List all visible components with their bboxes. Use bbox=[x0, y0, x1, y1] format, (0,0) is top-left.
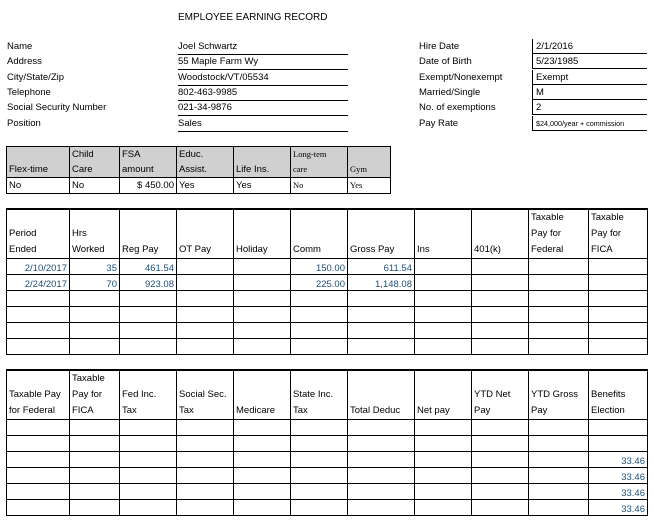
deductions-header-cell: Taxable Pay bbox=[7, 387, 70, 403]
deductions-header-cell bbox=[291, 370, 348, 387]
deductions-cell bbox=[7, 468, 70, 484]
earnings-cell bbox=[291, 323, 348, 339]
table-row bbox=[7, 307, 648, 323]
deductions-cell bbox=[120, 436, 177, 452]
earnings-cell: 150.00 bbox=[291, 259, 348, 275]
deductions-cell bbox=[120, 500, 177, 516]
earnings-cell bbox=[120, 307, 177, 323]
earnings-header-cell bbox=[177, 226, 234, 242]
deductions-cell bbox=[415, 420, 472, 436]
table-row bbox=[7, 500, 648, 516]
deductions-cell bbox=[70, 436, 120, 452]
deductions-cell bbox=[234, 436, 291, 452]
deductions-cell bbox=[415, 484, 472, 500]
earnings-cell bbox=[291, 291, 348, 307]
earnings-cell bbox=[472, 275, 529, 291]
earnings-cell bbox=[177, 307, 234, 323]
benefits-header-cell: amount bbox=[120, 162, 177, 178]
earnings-cell bbox=[348, 323, 415, 339]
benefits-header-cell: Flex-time bbox=[7, 162, 70, 178]
benefits-header-cell: Child bbox=[70, 147, 120, 163]
earnings-cell bbox=[415, 291, 472, 307]
earnings-cell: 923.08 bbox=[120, 275, 177, 291]
earnings-header-cell bbox=[234, 226, 291, 242]
deductions-header-cell bbox=[7, 370, 70, 387]
deductions-cell bbox=[7, 452, 70, 468]
info-label: Position bbox=[7, 118, 41, 129]
deductions-cell: 33.46 bbox=[589, 452, 648, 468]
earnings-cell bbox=[177, 259, 234, 275]
info-value: $24,000/year + commission bbox=[532, 116, 647, 131]
earnings-header-cell: Taxable bbox=[589, 209, 648, 226]
earnings-cell bbox=[529, 259, 589, 275]
deductions-cell bbox=[177, 500, 234, 516]
earnings-cell bbox=[177, 275, 234, 291]
deductions-cell bbox=[7, 500, 70, 516]
earnings-cell: 70 bbox=[70, 275, 120, 291]
benefits-table bbox=[6, 146, 391, 194]
benefits-header-cell bbox=[348, 147, 391, 163]
earnings-cell bbox=[7, 307, 70, 323]
deductions-cell bbox=[529, 452, 589, 468]
deductions-cell bbox=[120, 452, 177, 468]
earnings-header-cell: Holiday bbox=[234, 242, 291, 259]
deductions-header-cell: Taxable bbox=[70, 370, 120, 387]
deductions-header-cell: Tax bbox=[177, 403, 234, 420]
deductions-cell bbox=[348, 484, 415, 500]
info-label: Date of Birth bbox=[419, 56, 472, 67]
earnings-cell bbox=[472, 307, 529, 323]
earnings-cell bbox=[472, 291, 529, 307]
deductions-header-cell: for Federal bbox=[7, 403, 70, 420]
earnings-header-cell bbox=[120, 209, 177, 226]
info-label: Exempt/Nonexempt bbox=[419, 72, 503, 83]
earnings-header-cell: Pay for bbox=[529, 226, 589, 242]
deductions-cell bbox=[177, 452, 234, 468]
deductions-cell bbox=[177, 484, 234, 500]
deductions-header-cell: Tax bbox=[120, 403, 177, 420]
earnings-cell bbox=[472, 323, 529, 339]
earnings-cell: 2/10/2017 bbox=[7, 259, 70, 275]
earnings-cell bbox=[70, 339, 120, 355]
earnings-cell bbox=[7, 339, 70, 355]
deductions-cell bbox=[415, 436, 472, 452]
info-label: Name bbox=[7, 41, 33, 52]
deductions-cell: 33.46 bbox=[589, 468, 648, 484]
earnings-header-cell bbox=[291, 226, 348, 242]
info-label: No. of exemptions bbox=[419, 102, 496, 113]
deductions-cell bbox=[70, 468, 120, 484]
deductions-cell bbox=[177, 436, 234, 452]
earnings-header-cell bbox=[70, 209, 120, 226]
deductions-cell bbox=[7, 436, 70, 452]
earnings-header-cell: Reg Pay bbox=[120, 242, 177, 259]
deductions-header-cell bbox=[234, 387, 291, 403]
benefits-header-cell: Gym bbox=[348, 162, 391, 178]
table-row bbox=[7, 468, 648, 484]
earnings-cell bbox=[291, 307, 348, 323]
deductions-cell bbox=[234, 500, 291, 516]
deductions-header-cell: Fed Inc. bbox=[120, 387, 177, 403]
earnings-cell bbox=[415, 339, 472, 355]
table-row bbox=[7, 484, 648, 500]
benefits-value-cell: No bbox=[7, 178, 70, 194]
deductions-cell bbox=[348, 420, 415, 436]
deductions-cell: 33.46 bbox=[589, 500, 648, 516]
deductions-table bbox=[6, 369, 648, 516]
earnings-header-cell bbox=[7, 209, 70, 226]
benefits-header-cell: Assist. bbox=[177, 162, 234, 178]
deductions-header-cell bbox=[529, 370, 589, 387]
earnings-header-cell: Taxable bbox=[529, 209, 589, 226]
earnings-cell: 461.54 bbox=[120, 259, 177, 275]
earnings-cell bbox=[529, 339, 589, 355]
deductions-cell bbox=[291, 420, 348, 436]
info-value: 2 bbox=[532, 100, 647, 115]
deductions-cell bbox=[529, 500, 589, 516]
info-label: Hire Date bbox=[419, 41, 460, 52]
earnings-header-cell: Hrs bbox=[70, 226, 120, 242]
info-value: 021-34-9876 bbox=[178, 101, 348, 116]
deductions-cell bbox=[234, 452, 291, 468]
deductions-header-cell bbox=[415, 387, 472, 403]
earnings-cell bbox=[120, 323, 177, 339]
deductions-header-cell: FICA bbox=[70, 403, 120, 420]
info-value: Sales bbox=[178, 117, 348, 132]
benefits-value-cell: No bbox=[70, 178, 120, 194]
earnings-cell bbox=[234, 339, 291, 355]
info-label: City/State/Zip bbox=[7, 72, 65, 83]
deductions-cell bbox=[472, 452, 529, 468]
earnings-header-cell bbox=[234, 209, 291, 226]
benefits-header-cell: Care bbox=[70, 162, 120, 178]
earnings-cell bbox=[348, 291, 415, 307]
earnings-header-cell: Federal bbox=[529, 242, 589, 259]
info-value: 802-463-9985 bbox=[178, 86, 348, 101]
deductions-cell bbox=[120, 420, 177, 436]
earnings-cell bbox=[7, 323, 70, 339]
benefits-header-cell: Educ. bbox=[177, 147, 234, 163]
benefits-value-cell: Yes bbox=[177, 178, 234, 194]
earnings-cell bbox=[348, 339, 415, 355]
benefits-value-cell: No bbox=[291, 178, 348, 194]
deductions-header-cell bbox=[348, 387, 415, 403]
earnings-header-cell: Gross Pay bbox=[348, 242, 415, 259]
earnings-cell bbox=[529, 291, 589, 307]
earnings-cell bbox=[177, 323, 234, 339]
earnings-cell bbox=[472, 259, 529, 275]
earnings-header-cell bbox=[348, 209, 415, 226]
earnings-cell bbox=[234, 275, 291, 291]
benefits-value-cell: Yes bbox=[348, 178, 391, 194]
info-label: Social Security Number bbox=[7, 102, 107, 113]
deductions-cell bbox=[291, 436, 348, 452]
deductions-cell bbox=[472, 436, 529, 452]
benefits-header-cell: care bbox=[291, 162, 348, 178]
earnings-cell bbox=[415, 323, 472, 339]
earnings-header-cell: Period bbox=[7, 226, 70, 242]
earnings-header-cell: Ins bbox=[415, 242, 472, 259]
table-row bbox=[7, 452, 648, 468]
earnings-cell bbox=[472, 339, 529, 355]
earnings-cell bbox=[415, 307, 472, 323]
earnings-header-cell bbox=[348, 226, 415, 242]
page-title: EMPLOYEE EARNING RECORD bbox=[178, 12, 328, 23]
earnings-header-cell: 401(k) bbox=[472, 242, 529, 259]
deductions-cell bbox=[529, 468, 589, 484]
earnings-cell bbox=[120, 291, 177, 307]
deductions-cell bbox=[348, 500, 415, 516]
info-value: 2/1/2016 bbox=[532, 39, 647, 54]
earnings-header-cell bbox=[177, 209, 234, 226]
deductions-cell bbox=[348, 468, 415, 484]
benefits-header-cell bbox=[234, 147, 291, 163]
table-row bbox=[7, 420, 648, 436]
deductions-cell bbox=[70, 484, 120, 500]
deductions-cell: 33.46 bbox=[589, 484, 648, 500]
deductions-header-cell bbox=[177, 370, 234, 387]
earnings-header-cell bbox=[291, 209, 348, 226]
deductions-cell bbox=[348, 452, 415, 468]
info-value: Joel Schwartz bbox=[178, 40, 348, 55]
deductions-header-cell: Tax bbox=[291, 403, 348, 420]
deductions-header-cell: Pay bbox=[529, 403, 589, 420]
info-value: M bbox=[532, 85, 647, 100]
deductions-header-cell: Social Sec. bbox=[177, 387, 234, 403]
table-row bbox=[7, 259, 648, 275]
deductions-cell bbox=[7, 484, 70, 500]
table-row bbox=[7, 339, 648, 355]
deductions-cell bbox=[120, 468, 177, 484]
deductions-cell bbox=[291, 468, 348, 484]
earnings-cell bbox=[7, 291, 70, 307]
earnings-cell bbox=[529, 307, 589, 323]
earnings-cell bbox=[589, 291, 648, 307]
earnings-cell bbox=[529, 275, 589, 291]
earnings-header-cell: Comm bbox=[291, 242, 348, 259]
deductions-cell bbox=[415, 468, 472, 484]
deductions-cell bbox=[7, 420, 70, 436]
benefits-header-cell: FSA bbox=[120, 147, 177, 163]
earnings-header-cell bbox=[415, 209, 472, 226]
deductions-cell bbox=[529, 436, 589, 452]
earnings-cell bbox=[234, 323, 291, 339]
deductions-header-cell: Medicare bbox=[234, 403, 291, 420]
earnings-table bbox=[6, 208, 648, 355]
deductions-cell bbox=[120, 484, 177, 500]
table-row bbox=[7, 291, 648, 307]
deductions-cell bbox=[177, 468, 234, 484]
deductions-header-cell bbox=[120, 370, 177, 387]
earnings-cell bbox=[70, 291, 120, 307]
info-value: 55 Maple Farm Wy bbox=[178, 55, 348, 70]
deductions-cell bbox=[348, 436, 415, 452]
deductions-cell bbox=[529, 484, 589, 500]
earnings-cell bbox=[70, 323, 120, 339]
deductions-header-cell: Pay bbox=[472, 403, 529, 420]
table-row bbox=[7, 275, 648, 291]
earnings-cell: 1,148.08 bbox=[348, 275, 415, 291]
earnings-header-cell: Pay for bbox=[589, 226, 648, 242]
deductions-cell bbox=[472, 420, 529, 436]
deductions-header-cell: YTD Gross bbox=[529, 387, 589, 403]
earnings-header-cell bbox=[120, 226, 177, 242]
earnings-cell bbox=[177, 339, 234, 355]
earnings-header-cell bbox=[415, 226, 472, 242]
deductions-header-cell: State Inc. bbox=[291, 387, 348, 403]
deductions-header-cell: Total Deduc bbox=[348, 403, 415, 420]
table-row bbox=[7, 436, 648, 452]
info-label: Pay Rate bbox=[419, 118, 459, 129]
earnings-cell bbox=[589, 259, 648, 275]
deductions-cell bbox=[472, 484, 529, 500]
benefits-value-cell: $ 450.00 bbox=[120, 178, 177, 194]
earnings-cell bbox=[589, 275, 648, 291]
deductions-cell bbox=[234, 420, 291, 436]
deductions-cell bbox=[472, 468, 529, 484]
earnings-cell bbox=[415, 259, 472, 275]
deductions-cell bbox=[70, 420, 120, 436]
earnings-cell bbox=[291, 339, 348, 355]
deductions-cell bbox=[291, 484, 348, 500]
deductions-cell bbox=[472, 500, 529, 516]
deductions-cell bbox=[415, 452, 472, 468]
info-label: Telephone bbox=[7, 87, 51, 98]
earnings-cell: 2/24/2017 bbox=[7, 275, 70, 291]
deductions-cell bbox=[589, 420, 648, 436]
deductions-cell bbox=[234, 468, 291, 484]
earnings-header-cell bbox=[472, 209, 529, 226]
deductions-header-cell: YTD Net bbox=[472, 387, 529, 403]
earnings-cell bbox=[589, 339, 648, 355]
deductions-header-cell bbox=[589, 370, 648, 387]
deductions-header-cell bbox=[348, 370, 415, 387]
earnings-header-cell: FICA bbox=[589, 242, 648, 259]
deductions-header-cell bbox=[415, 370, 472, 387]
info-value: Exempt bbox=[532, 70, 647, 85]
earnings-cell: 35 bbox=[70, 259, 120, 275]
earnings-header-cell: Ended bbox=[7, 242, 70, 259]
earnings-cell bbox=[348, 307, 415, 323]
earnings-header-cell: OT Pay bbox=[177, 242, 234, 259]
earnings-cell: 225.00 bbox=[291, 275, 348, 291]
deductions-cell bbox=[234, 484, 291, 500]
benefits-header-cell: Life Ins. bbox=[234, 162, 291, 178]
earnings-cell bbox=[120, 339, 177, 355]
earnings-header-cell: Worked bbox=[70, 242, 120, 259]
earnings-cell: 611.54 bbox=[348, 259, 415, 275]
deductions-cell bbox=[291, 500, 348, 516]
earnings-cell bbox=[589, 307, 648, 323]
deductions-cell bbox=[415, 500, 472, 516]
earnings-cell bbox=[234, 307, 291, 323]
info-label: Married/Single bbox=[419, 87, 481, 98]
deductions-header-cell bbox=[472, 370, 529, 387]
deductions-cell bbox=[291, 452, 348, 468]
earnings-cell bbox=[70, 307, 120, 323]
info-value: Woodstock/VT/05534 bbox=[178, 71, 348, 86]
benefits-value-cell: Yes bbox=[234, 178, 291, 194]
benefits-header-cell bbox=[7, 147, 70, 163]
deductions-cell bbox=[70, 452, 120, 468]
info-value: 5/23/1985 bbox=[532, 54, 647, 69]
deductions-cell bbox=[529, 420, 589, 436]
deductions-header-cell: Benefits bbox=[589, 387, 648, 403]
deductions-cell bbox=[70, 500, 120, 516]
earnings-cell bbox=[589, 323, 648, 339]
benefits-header-cell: Long-tem bbox=[291, 147, 348, 163]
deductions-header-cell: Pay for bbox=[70, 387, 120, 403]
earnings-cell bbox=[529, 323, 589, 339]
table-row bbox=[7, 323, 648, 339]
earnings-cell bbox=[234, 291, 291, 307]
deductions-header-cell bbox=[234, 370, 291, 387]
deductions-header-cell: Election bbox=[589, 403, 648, 420]
earnings-header-cell bbox=[472, 226, 529, 242]
earnings-cell bbox=[415, 275, 472, 291]
deductions-cell bbox=[177, 420, 234, 436]
deductions-header-cell: Net pay bbox=[415, 403, 472, 420]
earnings-cell bbox=[177, 291, 234, 307]
earnings-cell bbox=[234, 259, 291, 275]
deductions-cell bbox=[589, 436, 648, 452]
info-label: Address bbox=[7, 56, 42, 67]
